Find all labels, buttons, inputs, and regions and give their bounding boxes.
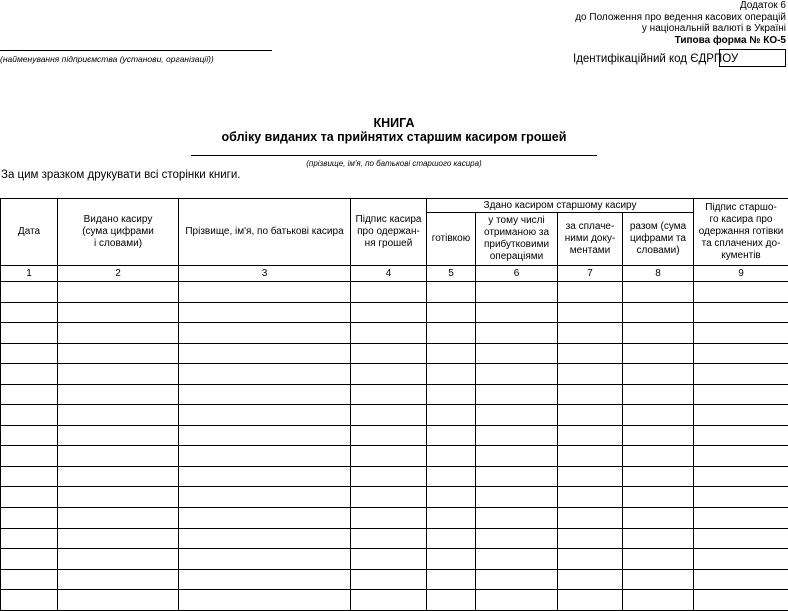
table-row [1,508,788,529]
table-cell[interactable] [623,302,694,323]
table-cell[interactable] [179,405,351,426]
table-cell[interactable] [58,405,179,426]
table-cell[interactable] [1,569,58,590]
table-cell[interactable] [476,528,558,549]
table-cell[interactable] [694,364,788,385]
table-cell[interactable] [476,569,558,590]
table-cell[interactable] [1,549,58,570]
table-cell[interactable] [427,425,476,446]
table-cell[interactable] [351,508,427,529]
table-cell[interactable] [179,384,351,405]
edrpou-label: Ідентифікаційний код ЄДРПОУ [573,53,738,65]
table-cell[interactable] [58,569,179,590]
header-cashier-name: Прізвище, ім'я, по батькові касира [179,199,351,266]
table-cell[interactable] [1,384,58,405]
table-cell[interactable] [179,343,351,364]
form-header [575,0,786,46]
table-cell[interactable] [558,590,623,611]
table-cell[interactable] [58,343,179,364]
table-cell[interactable] [694,569,788,590]
table-cell[interactable] [351,364,427,385]
table-cell[interactable] [476,384,558,405]
table-cell[interactable] [558,364,623,385]
table-row [1,282,788,303]
organization-caption: (найменування підприємства (установи, організації)) [0,54,214,64]
table-cell[interactable] [558,446,623,467]
book-subtitle: обліку виданих та прийнятих старшим касиром грошей [0,130,788,144]
table-cell[interactable] [427,282,476,303]
header-handed-to-senior: Здано касиром старшому касиру [427,199,694,213]
table-cell[interactable] [351,384,427,405]
table-cell[interactable] [1,528,58,549]
table-cell[interactable] [351,446,427,467]
table-cell[interactable] [427,405,476,426]
table-cell[interactable] [476,590,558,611]
column-numbers-row [1,266,788,282]
table-cell[interactable] [558,302,623,323]
header-incl-income-ops: у тому числі отриманою за прибутковими операціями [476,213,558,266]
table-cell[interactable] [179,487,351,508]
table-cell[interactable] [476,323,558,344]
table-cell[interactable] [179,323,351,344]
table-cell[interactable] [427,508,476,529]
table-cell[interactable] [476,405,558,426]
table-cell[interactable] [623,282,694,303]
senior-cashier-name-line[interactable] [191,155,597,156]
book-title: КНИГА [0,116,788,130]
table-cell[interactable] [476,446,558,467]
cashier-book-table [0,198,788,611]
table-cell[interactable] [694,425,788,446]
table-row [1,446,788,467]
table-cell[interactable] [558,384,623,405]
regulation-line-1: до Положення про ведення касових операцій [575,12,786,24]
table-cell[interactable] [558,569,623,590]
table-row [1,343,788,364]
table-cell[interactable] [1,508,58,529]
table-cell[interactable] [427,446,476,467]
table-cell[interactable] [58,384,179,405]
organization-name-line[interactable] [0,50,272,51]
table-cell[interactable] [1,405,58,426]
table-cell[interactable] [694,323,788,344]
table-cell[interactable] [58,549,179,570]
column-number: 3 [179,266,351,282]
table-cell[interactable] [623,508,694,529]
table-cell[interactable] [623,487,694,508]
table-cell[interactable] [179,446,351,467]
table-cell[interactable] [351,487,427,508]
table-cell[interactable] [623,528,694,549]
table-cell[interactable] [351,282,427,303]
table-cell[interactable] [694,343,788,364]
table-cell[interactable] [476,343,558,364]
table-cell[interactable] [694,282,788,303]
table-cell[interactable] [623,384,694,405]
table-cell[interactable] [427,302,476,323]
table-cell[interactable] [623,405,694,426]
table-row [1,384,788,405]
print-instruction: За цим зразком друкувати всі сторінки книги. [1,169,241,181]
table-cell[interactable] [427,549,476,570]
table-cell[interactable] [694,466,788,487]
column-number: 1 [1,266,58,282]
header-cashier-signature: Підпис касира про одержан- ня грошей [351,199,427,266]
table-cell[interactable] [351,302,427,323]
table-cell[interactable] [623,590,694,611]
header-total: разом (сума цифрами та словами) [623,213,694,266]
column-number: 8 [623,266,694,282]
regulation-line-2: у національній валюті в Україні [575,23,786,35]
table-cell[interactable] [1,590,58,611]
table-cell[interactable] [427,466,476,487]
table-cell[interactable] [351,549,427,570]
edrpou-field[interactable] [719,49,786,67]
table-cell[interactable] [694,487,788,508]
table-cell[interactable] [351,528,427,549]
table-cell[interactable] [623,323,694,344]
senior-cashier-caption: (прізвище, ім'я, по батькові старшого касира) [0,159,788,168]
table-cell[interactable] [427,364,476,385]
table-cell[interactable] [623,466,694,487]
table-cell[interactable] [351,343,427,364]
header-paid-documents: за сплаче- ними доку- ментами [558,213,623,266]
table-cell[interactable] [476,282,558,303]
table-cell[interactable] [351,569,427,590]
table-cell[interactable] [476,487,558,508]
table-row [1,487,788,508]
table-cell[interactable] [179,549,351,570]
table-cell[interactable] [427,343,476,364]
column-number: 2 [58,266,179,282]
table-cell[interactable] [58,302,179,323]
table-cell[interactable] [1,323,58,344]
table-row [1,364,788,385]
table-cell[interactable] [351,405,427,426]
table-row [1,302,788,323]
table-row [1,405,788,426]
table-cell[interactable] [179,425,351,446]
table-cell[interactable] [623,343,694,364]
table-cell[interactable] [1,302,58,323]
table-row [1,323,788,344]
table-cell[interactable] [1,466,58,487]
table-cell[interactable] [351,590,427,611]
table-cell[interactable] [427,487,476,508]
table-cell[interactable] [558,508,623,529]
table-cell[interactable] [1,343,58,364]
table-cell[interactable] [427,528,476,549]
table-cell[interactable] [694,302,788,323]
table-cell[interactable] [1,487,58,508]
table-row [1,466,788,487]
table-cell[interactable] [427,590,476,611]
table-cell[interactable] [694,528,788,549]
table-cell[interactable] [58,323,179,344]
header-date: Дата [1,199,58,266]
table-row [1,425,788,446]
table-cell[interactable] [558,282,623,303]
table-cell[interactable] [351,466,427,487]
table-cell[interactable] [694,508,788,529]
form-type: Типова форма № КО-5 [575,35,786,47]
table-row [1,590,788,611]
table-cell[interactable] [179,528,351,549]
table-cell[interactable] [558,343,623,364]
table-cell[interactable] [1,282,58,303]
table-cell[interactable] [476,364,558,385]
table-cell[interactable] [58,487,179,508]
table-cell[interactable] [694,590,788,611]
table-cell[interactable] [476,425,558,446]
table-row [1,569,788,590]
table-cell[interactable] [476,302,558,323]
table-cell[interactable] [58,508,179,529]
table-cell[interactable] [179,590,351,611]
column-number: 6 [476,266,558,282]
column-number: 9 [694,266,788,282]
table-cell[interactable] [694,446,788,467]
table-cell[interactable] [58,590,179,611]
table-cell[interactable] [427,323,476,344]
table-cell[interactable] [558,405,623,426]
table-cell[interactable] [623,425,694,446]
table-cell[interactable] [1,446,58,467]
appendix-label: Додаток 6 [575,0,786,12]
header-issued-to-cashier: Видано касиру (сума цифрами і словами) [58,199,179,266]
table-cell[interactable] [476,508,558,529]
table-cell[interactable] [558,487,623,508]
table-cell[interactable] [558,323,623,344]
header-cash: готівкою [427,213,476,266]
column-number: 5 [427,266,476,282]
table-cell[interactable] [58,446,179,467]
table-cell[interactable] [179,569,351,590]
table-cell[interactable] [351,323,427,344]
table-cell[interactable] [558,466,623,487]
table-cell[interactable] [694,384,788,405]
table-cell[interactable] [558,425,623,446]
table-cell[interactable] [623,364,694,385]
column-number: 4 [351,266,427,282]
table-cell[interactable] [1,425,58,446]
table-cell[interactable] [179,508,351,529]
table-cell[interactable] [558,549,623,570]
table-cell[interactable] [623,569,694,590]
table-cell[interactable] [351,425,427,446]
table-cell[interactable] [58,364,179,385]
table-cell[interactable] [1,364,58,385]
table-cell[interactable] [58,466,179,487]
table-cell[interactable] [179,364,351,385]
table-cell[interactable] [623,549,694,570]
table-cell[interactable] [179,282,351,303]
table-cell[interactable] [179,466,351,487]
header-senior-signature: Підпис старшо- го касира про одержання готівки та сплачених до- кументів [694,199,788,266]
table-row [1,549,788,570]
table-row [1,528,788,549]
table-cell[interactable] [427,384,476,405]
column-number: 7 [558,266,623,282]
table-cell[interactable] [558,528,623,549]
table-cell[interactable] [58,282,179,303]
table-cell[interactable] [476,549,558,570]
table-cell[interactable] [58,528,179,549]
table-cell[interactable] [427,569,476,590]
table-cell[interactable] [694,405,788,426]
table-cell[interactable] [58,425,179,446]
table-cell[interactable] [623,446,694,467]
table-cell[interactable] [476,466,558,487]
table-cell[interactable] [694,549,788,570]
table-cell[interactable] [179,302,351,323]
